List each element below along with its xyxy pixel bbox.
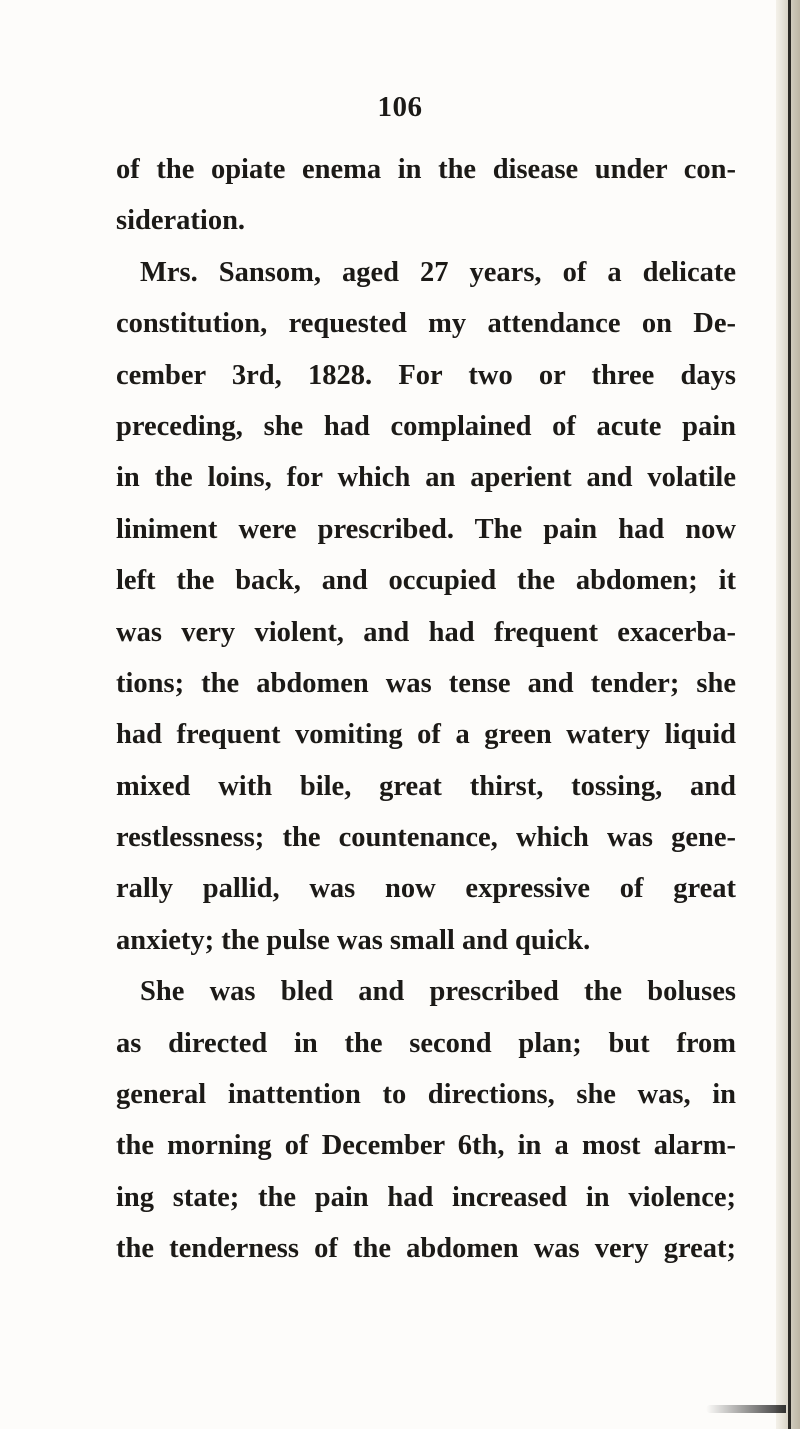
text-line: had frequent vomiting of a green watery liquid: [116, 719, 736, 751]
text-line: was very violent, and had frequent exacerba-: [116, 616, 736, 648]
text-line: Mrs. Sansom, aged 27 years, of a delicate: [140, 256, 736, 288]
text-line: mixed with bile, great thirst, tossing, and: [116, 770, 736, 802]
text-line: in the loins, for which an aperient and volatile: [116, 462, 736, 494]
text-line: left the back, and occupied the abdomen; it: [116, 565, 736, 597]
text-line: ing state; the pain had increased in violence;: [116, 1181, 736, 1213]
text-line: the morning of December 6th, in a most alarm-: [116, 1130, 736, 1162]
page-number: 106: [377, 91, 423, 123]
text-line: as directed in the second plan; but from: [116, 1027, 736, 1059]
text-line: preceding, she had complained of acute pain: [116, 410, 736, 442]
text-line: liniment were prescribed. The pain had now: [116, 513, 736, 545]
text-line: general inattention to directions, she was, in: [116, 1079, 736, 1111]
text-line: She was bled and prescribed the boluses: [140, 976, 736, 1008]
text-line: constitution, requested my attendance on De-: [116, 308, 736, 340]
text-line: tions; the abdomen was tense and tender; she: [116, 667, 736, 699]
text-line: sideration.: [116, 205, 246, 237]
binding-line: [788, 0, 791, 1429]
body-text: [116, 144, 736, 1275]
text-line: the tenderness of the abdomen was very great;: [116, 1233, 736, 1265]
corner-shadow: [706, 1405, 786, 1413]
text-line: of the opiate enema in the disease under con-: [116, 154, 736, 185]
text-line: cember 3rd, 1828. For two or three days: [116, 359, 736, 391]
text-line: restlessness; the countenance, which was gene-: [116, 822, 736, 854]
text-line: anxiety; the pulse was small and quick.: [116, 924, 591, 956]
text-line: rally pallid, was now expressive of great: [116, 873, 736, 905]
